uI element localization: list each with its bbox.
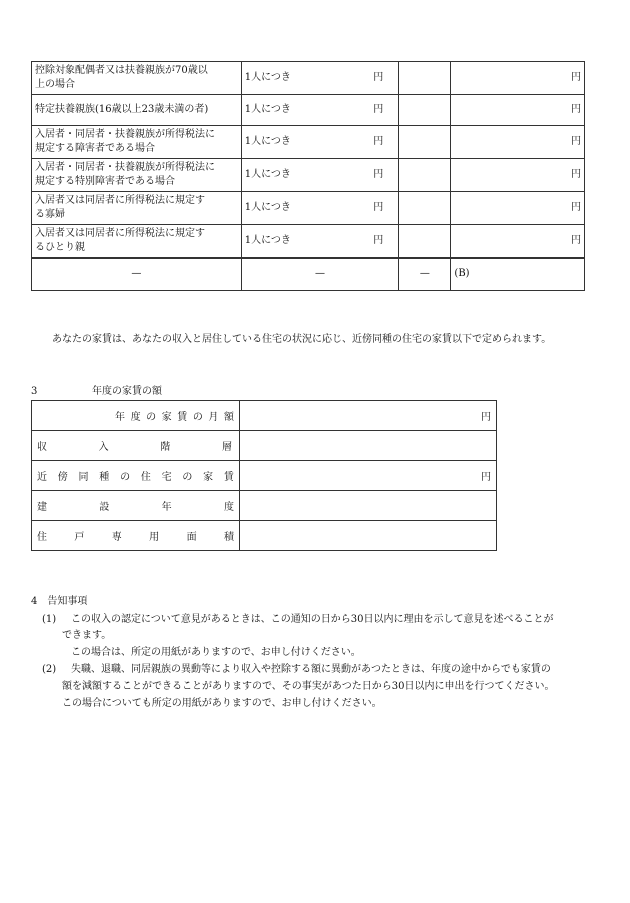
deduction-label	[32, 225, 242, 258]
rent-label-cell	[32, 521, 240, 551]
dash-text: —	[419, 268, 430, 280]
per-person-text: 1人につき	[244, 169, 291, 180]
count-cell	[399, 192, 451, 225]
per-person-text: 1人につき	[244, 202, 291, 213]
rent-label-cell	[32, 431, 240, 461]
rent-label-cell	[32, 401, 240, 431]
count-cell	[399, 62, 451, 95]
label-char: の	[192, 412, 203, 423]
label-line: 上の場合	[35, 79, 75, 90]
rent-label-monthly	[37, 408, 234, 423]
table-row	[32, 192, 585, 225]
label-line: 入居者又は同居者に所得税法に規定す	[35, 227, 205, 239]
label-char: 住	[140, 472, 151, 483]
label-char: 階	[160, 442, 171, 453]
label-char: 宅	[161, 472, 172, 483]
label-char: 設	[99, 502, 110, 513]
per-person-cell	[241, 95, 399, 126]
section3-title: 年度の家賃の額	[92, 386, 162, 397]
yen-unit: 円	[571, 104, 581, 115]
label-char: 年	[161, 502, 172, 513]
deduction-label	[32, 95, 242, 126]
count-cell	[399, 126, 451, 159]
label-char: 収	[37, 442, 47, 453]
rent-value-cell	[240, 431, 497, 461]
rent-value-cell	[240, 401, 497, 431]
rent-label-cell	[32, 491, 240, 521]
notice-marker-2: (2)	[42, 664, 57, 675]
rent-label-nearby-rent	[37, 468, 234, 483]
label-char: 建	[37, 502, 47, 513]
yen-unit: 円	[373, 169, 384, 180]
deduction-label	[32, 62, 242, 95]
yen-unit: 円	[571, 234, 581, 246]
yen-unit: 円	[571, 136, 581, 147]
table-row	[32, 225, 585, 258]
rent-value-cell	[240, 491, 497, 521]
table-row	[32, 159, 585, 192]
per-person-cell	[241, 159, 399, 192]
yen-unit: 円	[373, 202, 384, 213]
rent-value-cell	[240, 461, 497, 491]
count-cell	[399, 95, 451, 126]
label-char: の	[120, 472, 131, 483]
total-dash-3	[399, 258, 451, 291]
yen-unit: 円	[373, 104, 384, 115]
amount-cell	[451, 225, 585, 258]
per-person-cell	[241, 62, 399, 95]
notice-1-line-2: できます。	[62, 630, 112, 641]
label-char: 年	[115, 412, 125, 423]
label-char: 住	[37, 532, 47, 543]
dash-text: —	[314, 268, 325, 280]
label-line: 規定する障害者である場合	[35, 143, 155, 154]
label-char: 月	[208, 412, 219, 423]
per-person-cell	[241, 192, 399, 225]
label-char: の	[146, 412, 157, 423]
notice-1-line-1: この収入の認定について意見があるときは、この通知の日から30日以内に理由を示して意見を述べることが	[71, 614, 554, 625]
total-row	[32, 258, 585, 291]
label-char: 傍	[57, 472, 68, 483]
per-person-text: 1人につき	[244, 234, 291, 246]
label-char: 戸	[74, 532, 85, 543]
label-char: 積	[223, 532, 234, 543]
table-row	[32, 95, 585, 126]
label-line: 入居者・同居者・扶養親族が所得税法に	[35, 162, 215, 173]
label-line: 控除対象配偶者又は扶養親族が70歳以	[35, 65, 208, 76]
label-line: 入居者又は同居者に所得税法に規定す	[35, 195, 205, 206]
count-cell	[399, 225, 451, 258]
label-char: 賃	[177, 412, 188, 423]
rent-value-cell	[240, 521, 497, 551]
label-char: 家	[161, 412, 172, 423]
label-char: 専	[111, 532, 122, 543]
yen-unit: 円	[571, 202, 581, 213]
table-row	[32, 431, 497, 461]
label-char: 入	[98, 442, 109, 453]
deduction-label	[32, 192, 242, 225]
table-row	[32, 521, 497, 551]
label-line: 特定扶養親族(16歳以上23歳未満の者)	[35, 104, 209, 115]
section4-heading: 4 告知事項	[31, 596, 88, 607]
notice-2-line-1: 失職、退職、同居親族の異動等により収入や控除する額に異動があつたときは、年度の途中からでも家賃の	[71, 664, 551, 675]
label-char: 同	[78, 472, 89, 483]
yen-unit: 円	[571, 72, 581, 83]
per-person-cell	[241, 126, 399, 159]
yen-unit: 円	[571, 169, 581, 180]
per-person-text: 1人につき	[244, 136, 291, 147]
dash-text: —	[131, 268, 142, 280]
amount-cell	[451, 192, 585, 225]
label-char: 額	[223, 412, 234, 423]
label-line: るひとり親	[35, 241, 85, 253]
yen-unit: 円	[373, 136, 384, 147]
table-row	[32, 401, 497, 431]
deduction-table	[31, 61, 585, 291]
amount-cell	[451, 95, 585, 126]
yen-unit: 円	[373, 234, 384, 246]
total-b-label: (B)	[454, 268, 470, 280]
notice-marker-1: (1)	[42, 614, 57, 625]
rent-label-income-class	[37, 438, 234, 453]
total-dash-1	[32, 258, 242, 291]
amount-cell	[451, 126, 585, 159]
rent-table	[31, 400, 497, 551]
yen-unit: 円	[481, 412, 491, 423]
label-char: 家	[203, 472, 214, 483]
table-row	[32, 461, 497, 491]
table-row	[32, 491, 497, 521]
label-char: 層	[221, 442, 232, 453]
amount-cell	[451, 159, 585, 192]
label-char: 度	[223, 502, 234, 513]
label-char: 賃	[223, 472, 234, 483]
label-line: る寡婦	[35, 209, 65, 220]
deduction-label	[32, 159, 242, 192]
label-char: 度	[130, 412, 141, 423]
amount-cell	[451, 62, 585, 95]
count-cell	[399, 159, 451, 192]
rent-label-floor-area	[37, 528, 234, 543]
label-char: の	[182, 472, 193, 483]
rent-label-construction-year	[37, 498, 234, 513]
yen-unit: 円	[481, 472, 491, 483]
notice-1-line-3: この場合は、所定の用紙がありますので、お申し付けください。	[71, 647, 361, 658]
per-person-text: 1人につき	[244, 72, 291, 83]
table-row	[32, 62, 585, 95]
label-char: 用	[149, 532, 160, 543]
label-char: 種	[99, 472, 110, 483]
rent-label-cell	[32, 461, 240, 491]
label-line: 規定する特別障害者である場合	[35, 176, 175, 187]
yen-unit: 円	[373, 72, 384, 83]
notice-2-line-3: この場合についても所定の用紙がありますので、お申し付けください。	[62, 698, 382, 709]
label-line: 入居者・同居者・扶養親族が所得税法に	[35, 129, 215, 140]
label-char: 近	[37, 472, 47, 483]
per-person-text: 1人につき	[244, 104, 291, 115]
deduction-label	[32, 126, 242, 159]
rent-determination-paragraph: あなたの家賃は、あなたの収入と居住している住宅の状況に応じ、近傍同種の住宅の家賃以下で定められます。	[52, 334, 552, 345]
notice-2-line-2: 額を減額することができることがありますので、その事実があつた日から30日以内に申出を行つてください。	[62, 681, 555, 692]
total-dash-2	[241, 258, 399, 291]
total-b-cell	[451, 258, 585, 291]
label-char: 面	[186, 532, 197, 543]
section3-number: 3	[31, 386, 38, 397]
table-row	[32, 126, 585, 159]
per-person-cell	[241, 225, 399, 258]
